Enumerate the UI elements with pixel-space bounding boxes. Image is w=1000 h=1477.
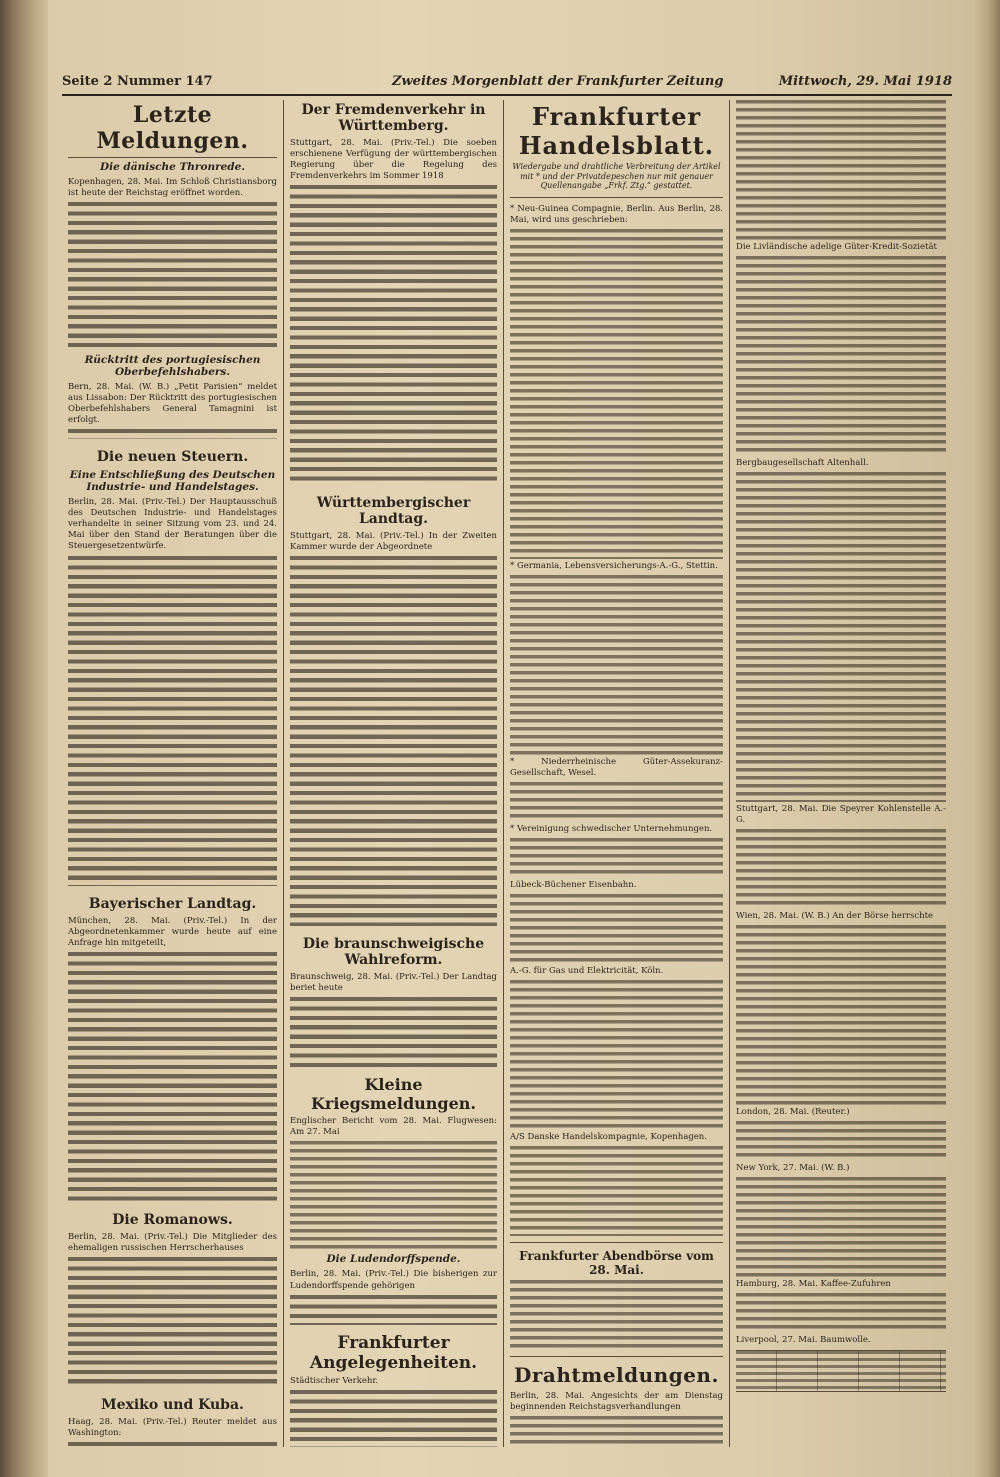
column-1 (62, 100, 284, 1447)
article-body (510, 838, 723, 878)
article-lead: Hamburg, 28. Mai. Kaffee-Zufuhren (736, 1279, 891, 1290)
article-body (510, 782, 723, 822)
article-body (736, 472, 946, 802)
article-title: Die Romanows. (112, 1211, 233, 1228)
article-body (290, 556, 497, 926)
article-lead: A.-G. für Gas und Elektricität, Köln. (510, 966, 664, 977)
article-title: Rücktritt des portugiesischen Oberbefehlshabers. (84, 354, 261, 379)
article-body (290, 1295, 497, 1325)
divider (510, 1356, 723, 1357)
article-body (68, 952, 277, 1202)
article-body (736, 100, 946, 240)
article-title: Die dänische Thronrede. (100, 161, 245, 173)
adjacent-page-edge (972, 0, 1000, 1477)
article-body (290, 1141, 497, 1251)
article-lead: London, 28. Mai. (Reuter.) (736, 1107, 850, 1118)
article-title: Die Ludendorffspende. (326, 1253, 461, 1266)
article-lead: Berlin, 28. Mai. (Priv.-Tel.) Der Hauptausschuß des Deutschen Industrie- und Handelstages verhandelte in seiner Sitzung vom 23. und 24. Mai über den Stand der Beratungen über die Steuergesetzentwürfe. (68, 497, 277, 552)
article-lead: Bergbaugesellschaft Altenhall. (736, 458, 869, 469)
article-lead: * Neu-Guinea Compagnie, Berlin. Aus Berlin, 28. Mai, wird uns geschrieben: (510, 203, 723, 225)
article-lead: A/S Danske Handelskompagnie, Kopenhagen. (510, 1132, 707, 1143)
article-body (290, 185, 497, 485)
article-lead: * Niederrheinische Güter-Assekuranz-Gesellschaft, Wesel. (510, 756, 723, 778)
section-title-letzte-meldungen: Letzte Meldungen. (68, 102, 277, 158)
article-lead: Stuttgart, 28. Mai. (Priv.-Tel.) In der Zweiten Kammer wurde der Abgeordnete (290, 531, 497, 553)
article-lead: Stuttgart, 28. Mai. (Priv.-Tel.) Die soeben erschienene Verfügung der württembergischen Regierung über die Regelung des Fremdenverkehrs im Sommer 1918 (290, 138, 497, 182)
article-lead: Bern, 28. Mai. (W. B.) „Petit Parisien“ meldet aus Lissabon: Der Rücktritt des portugiesischen Oberbefehlshabers General Tamagnini ist erfolgt. (68, 382, 277, 426)
article-subtitle: Eine Entschließung des Deutschen Industrie- und Handelstages. (69, 469, 276, 494)
article-body (510, 1146, 723, 1236)
article-lead: Stuttgart, 28. Mai. Die Speyrer Kohlenstelle A.-G. (736, 804, 946, 826)
article-lead: München, 28. Mai. (Priv.-Tel.) In der Abgeordnetenkammer wurde heute auf eine Anfrage hin mitgeteilt, (68, 915, 277, 948)
article-body (290, 1390, 497, 1447)
article-body (510, 1280, 723, 1350)
column-3 (504, 100, 730, 1447)
article-lead: Die Livländische adelige Güter-Kredit-Sozietät (736, 242, 937, 252)
book-binding (0, 0, 48, 1477)
article-lead: Städtischer Verkehr. (290, 1375, 379, 1386)
article-title: Bayerischer Landtag. (88, 895, 257, 912)
article-body (290, 997, 497, 1067)
article-lead: Kopenhagen, 28. Mai. Im Schloß Christiansborg ist heute der Reichstag eröffnet worden. (68, 177, 277, 199)
cotton-price-table (736, 1350, 946, 1392)
article-body (510, 229, 723, 559)
article-title: Die braunschweigische Wahlreform. (302, 936, 485, 969)
masthead: Zweites Morgenblatt der Frankfurter Zeitung (392, 74, 724, 89)
section-title-handelsblatt: Frankfurter Handelsblatt. (518, 102, 715, 160)
article-title: Frankfurter Angelegenheiten. (309, 1332, 478, 1373)
article-title: Der Fremdenverkehr in Württemberg. (301, 102, 486, 134)
article-body (736, 1121, 946, 1161)
article-lead: Braunschweig, 28. Mai. (Priv.-Tel.) Der Landtag beriet heute (290, 972, 497, 994)
article-lead: Liverpool, 27. Mai. Baumwolle. (736, 1335, 871, 1346)
article-body (68, 202, 277, 352)
article-lead: * Vereinigung schwedischer Unternehmungen. (510, 824, 713, 835)
article-body (736, 256, 946, 456)
article-body (68, 556, 277, 886)
article-title: Württembergischer Landtag. (316, 495, 471, 528)
article-lead: New York, 27. Mai. (W. B.) (736, 1163, 850, 1174)
article-lead: Berlin, 28. Mai. Angesichts der am Dienstag beginnenden Reichstagsverhandlungen (510, 1391, 723, 1413)
article-body (68, 429, 277, 439)
article-body (510, 980, 723, 1130)
article-lead: Haag, 28. Mai. (Priv.-Tel.) Reuter meldet aus Washington: (68, 1416, 277, 1438)
article-lead: Wien, 28. Mai. (W. B.) An der Börse herrschte (736, 911, 934, 922)
article-lead: Berlin, 28. Mai. (Priv.-Tel.) Die Mitglieder des ehemaligen russischen Herrscherhauses (68, 1231, 277, 1253)
issue-date: Mittwoch, 29. Mai 1918 (778, 74, 952, 89)
article-body (510, 575, 723, 755)
section-title-drahtmeldungen: Drahtmeldungen. (514, 1363, 719, 1388)
article-body (736, 829, 946, 909)
article-body (736, 1177, 946, 1277)
article-body (510, 894, 723, 964)
column-2 (284, 100, 504, 1447)
article-title: Die neuen Steuern. (96, 449, 249, 466)
divider (510, 197, 723, 198)
article-body (736, 1293, 946, 1333)
page-header (62, 72, 952, 96)
article-body (736, 925, 946, 1105)
column-4 (730, 100, 952, 1447)
page-number: Seite 2 Nummer 147 (62, 74, 213, 89)
article-lead: Lübeck-Büchener Eisenbahn. (510, 880, 637, 891)
article-lead: Englischer Bericht vom 28. Mai. Flugwesen: Am 27. Mai (290, 1116, 497, 1138)
divider (510, 1242, 723, 1243)
article-title: Frankfurter Abendbörse vom 28. Mai. (519, 1249, 714, 1278)
article-lead: * Germania, Lebensversicherungs-A.-G., Stettin. (510, 560, 718, 571)
reprint-notice: Wiedergabe und drahtliche Verbreitung der Artikel mit * und der Privatdepeschen nur mit genauer Quellenangabe „Frkf. Ztg.“ gestattet. (512, 162, 721, 191)
article-title: Mexiko und Kuba. (101, 1396, 244, 1413)
article-body (68, 1442, 277, 1447)
article-body (68, 1257, 277, 1387)
article-lead: Berlin, 28. Mai. (Priv.-Tel.) Die bisherigen zur Ludendorffspende gehörigen (290, 1269, 497, 1291)
article-body (510, 1416, 723, 1447)
article-title: Kleine Kriegsmeldungen. (311, 1075, 476, 1114)
